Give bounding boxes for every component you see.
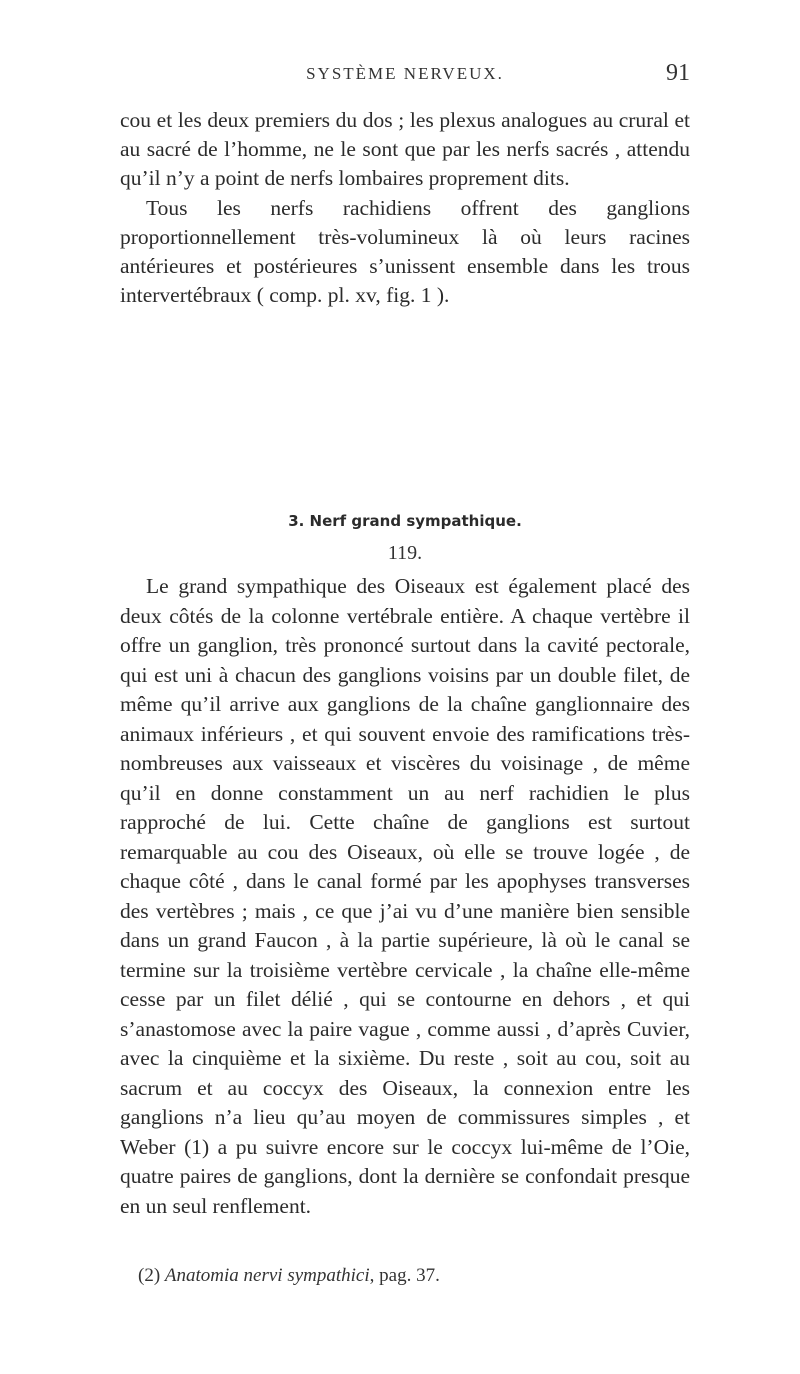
footnote-reference: , pag. 37. [369, 1265, 440, 1286]
section-heading: 3. Nerf grand sympathique. [288, 512, 522, 530]
footnote-title: Anatomia nervi sympathici [164, 1265, 370, 1286]
footnote-marker: (2) [138, 1265, 161, 1286]
paragraph-number: 119. [387, 542, 423, 564]
paragraph-rachidiens: Tous les nerfs rachidiens offrent des ganglions proportionnellement très-volumineux là où leurs racines antérieures et postérieures s’unissent ensemble dans les trous intervertébraux ( comp. pl. xv, fig. 1 ). [120, 195, 690, 308]
footnote [138, 1265, 690, 1287]
running-head [120, 60, 690, 94]
sympathique-text-block [120, 572, 690, 1221]
running-title: SYSTÈME NERVEUX. [306, 64, 504, 83]
paragraph-sympathique: Le grand sympathique des Oiseaux est également placé des deux côtés de la colonne vertébrale entière. A chaque vertèbre il offre un ganglion, très prononcé surtout dans la cavité pectorale, qui est uni à chacun des ganglions voisins par un double filet, de même qu’il arrive aux ganglions de la chaîne ganglionnaire des animaux inférieurs , et qui souvent envoie des ramifications très-nombreuses aux vaisseaux et viscères du voisinage , de même qu’il en donne constamment un au nerf rachidien le plus rapproché de lui. Cette chaîne de ganglions est surtout remarquable au cou des Oiseaux, où elle se trouve logée , de chaque côté , dans le canal formé par les apophyses transverses des vertèbres ; mais , ce que j’ai vu d’une manière bien sensible dans un grand Faucon , à la partie supérieure, là où le canal se termine sur la troisième vertèbre cervicale , la chaîne elle-même cesse par un filet délié , qui se contourne en dehors , et qui s’anastomose avec la paire vague , comme aussi , d’après Cuvier, avec la cinquième et la sixième. Du reste , soit au cou, soit au sacrum et au coccyx des Oiseaux, la connexion entre les ganglions n’a lieu qu’au moyen de commissures simples , et Weber (1) a pu suivre encore sur le coccyx lui-même de l’Oie, quatre paires de ganglions, dont la dernière se confondait presque en un seul renflement. [120, 574, 690, 1218]
paragraph-continuation: cou et les deux premiers du dos ; les plexus analogues au crural et au sacré de l’homme, ne le sont que par les nerfs sacrés , attendu qu’il n’y a point de nerfs lombaires proprement dits. [120, 108, 690, 191]
intro-text-block [120, 106, 690, 310]
page-number: 91 [666, 60, 690, 86]
